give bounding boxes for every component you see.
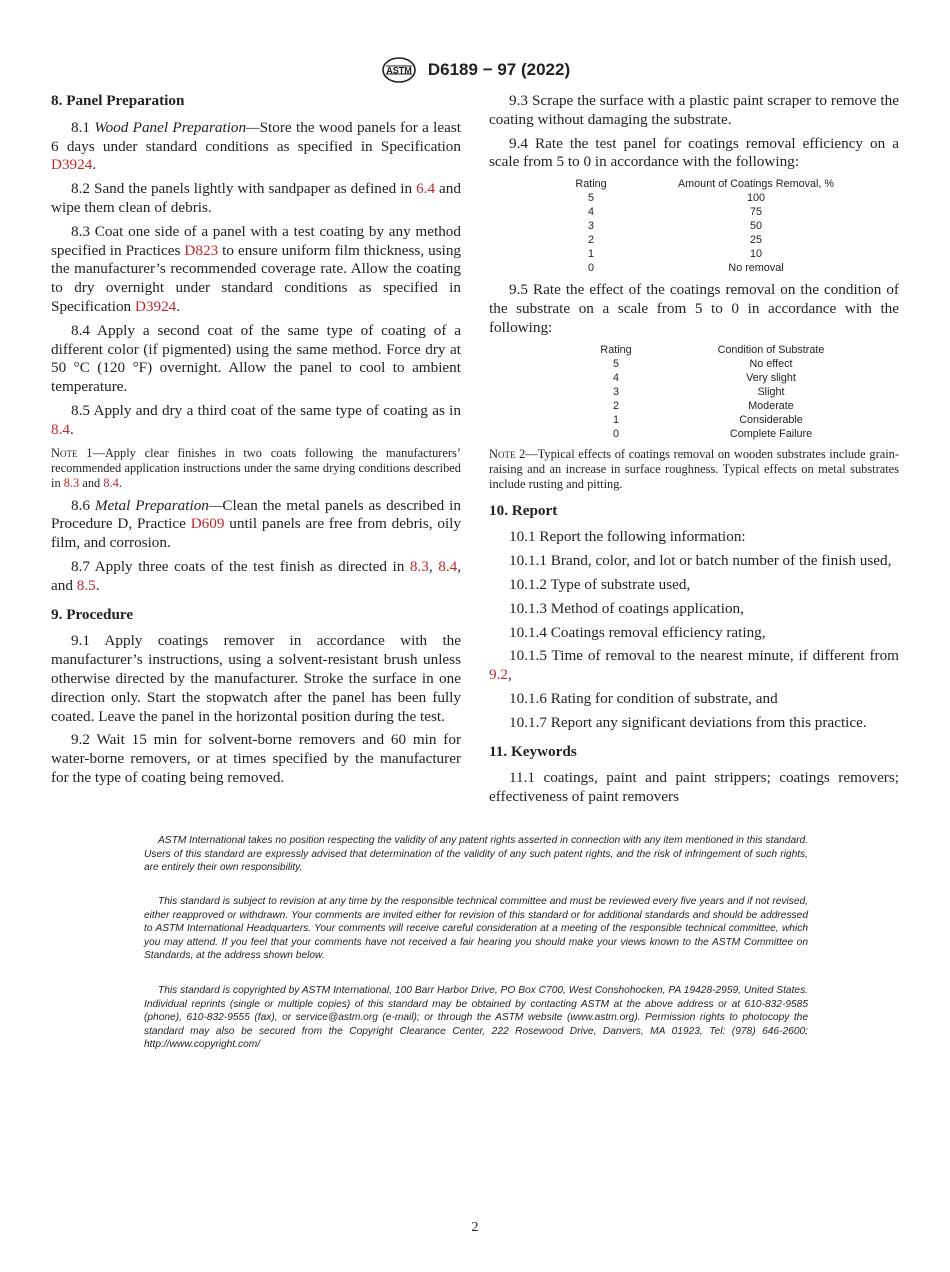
substrate-condition-table: [584, 343, 894, 441]
para-8-7: 8.7 Apply three coats of the test finish as directed in 8.3, 8.4, and 8.5.: [51, 557, 462, 594]
ref-link[interactable]: 8.5: [76, 576, 96, 594]
left-column: [51, 92, 461, 793]
copyright-notice: This standard is copyrighted by ASTM International, 100 Barr Harbor Drive, PO Box C700, West Conshohocken, PA 19428-2959, United States. Individual reprints (single or multiple copies) of this standard may be obtained by contacting ASTM at the above address or at 610-832-9585 (phone), 610-832-9555 (fax), or service@astm.org (e-mail); or through the ASTM website (www.astm.org). Permission rights to photocopy the standard may also be secured from the Copyright Clearance Center, 222 Rosewood Drive, Danvers, MA 01923, Tel: (978) 646-2600; http://www.copyright.com/: [144, 985, 808, 1050]
ref-link[interactable]: 8.4: [438, 557, 458, 575]
table-row: 0 No removal: [587, 262, 784, 275]
para-10-1-7: 10.1.7 Report any significant deviations from this practice.: [509, 713, 867, 731]
table-row: 4 75: [587, 206, 762, 219]
ref-link[interactable]: D3924: [51, 156, 93, 174]
table-row: 3 50: [587, 220, 762, 233]
ref-link[interactable]: 9.2: [489, 666, 508, 684]
table-header: Condition of Substrate: [717, 343, 825, 356]
para-9-2: 9.2 Wait 15 min for solvent-borne removers and 60 min for water-borne removers, or at times specified by the manufacturer for the type of coating being removed.: [51, 731, 461, 786]
ref-link[interactable]: D609: [190, 515, 225, 533]
section-11-title: 11. Keywords: [489, 742, 577, 760]
table-row: 2 Moderate: [612, 399, 794, 412]
para-8-3: 8.3 Coat one side of a panel with a test coating by any method specified in Practices D823 to ensure uniform film thickness, using the manufacturer’s recommended coverage rate. Allow the coating to dry overnight under standard conditions as specified in Specification D3924.: [51, 222, 462, 315]
astm-logo-icon: [380, 56, 418, 84]
note-1: Note 1—Apply clear finishes in two coats following the manufacturers’ recommended application instructions under the same drying conditions described in 8.3 and 8.4.: [51, 445, 461, 490]
ref-link[interactable]: 8.4: [51, 420, 70, 438]
table-row: 3 Slight: [612, 385, 785, 398]
para-10-1-6: 10.1.6 Rating for condition of substrate, and: [509, 689, 778, 707]
table-row: 1 10: [587, 248, 762, 261]
revision-notice: This standard is subject to revision at any time by the responsible technical committee and must be reviewed every five years and if not revised, either reapproved or withdrawn. Your comments are invited either for revision of this standard or for additional standards and should be addressed to ASTM International Headquarters. Your comments will receive careful consideration at a meeting of the responsible technical committee, which you may attend. If you feel that your comments have not received a fair hearing you should make your views known to the ASTM Committee on Standards, at the address shown below.: [144, 896, 808, 961]
section-8-title: 8. Panel Preparation: [51, 92, 185, 109]
para-8-1: 8.1 Wood Panel Preparation—Store the wood panels for a least 6 days under standard conditions as specified in Specification D3924.: [51, 118, 461, 174]
para-9-3: 9.3 Scrape the surface with a plastic paint scraper to remove the coating without damaging the substrate.: [489, 92, 899, 128]
ref-link[interactable]: 8.4: [103, 475, 119, 490]
page-number: 2: [471, 1220, 479, 1235]
ref-link[interactable]: 8.3: [63, 475, 80, 490]
page-header: [0, 56, 950, 86]
table-header: Amount of Coatings Removal, %: [677, 178, 835, 191]
para-9-5: 9.5 Rate the effect of the coatings removal on the condition of the substrate on a scale from 5 to 0 in accordance with the following:: [489, 281, 899, 336]
removal-efficiency-table: [559, 177, 889, 275]
para-8-5: 8.5 Apply and dry a third coat of the same type of coating as in 8.4.: [51, 401, 461, 438]
para-9-4: 9.4 Rate the test panel for coatings removal efficiency on a scale from 5 to 0 in accordance with the following:: [489, 134, 899, 171]
standard-designation: D6189 − 97 (2022): [427, 60, 571, 79]
table-row: 5 100: [587, 192, 765, 205]
para-8-2: 8.2 Sand the panels lightly with sandpaper as defined in 6.4 and wipe them clean of debris.: [51, 180, 461, 216]
para-10-1-5: 10.1.5 Time of removal to the nearest minute, if different from 9.2,: [489, 647, 899, 684]
para-8-6: 8.6 Metal Preparation—Clean the metal panels as described in Procedure D, Practice D609 until panels are free from debris, oily film, and corrosion.: [51, 496, 461, 552]
ref-link[interactable]: D823: [184, 241, 219, 259]
table-header: Rating: [575, 178, 607, 191]
para-11-1: 11.1 coatings, paint and paint strippers; coatings removers; effectiveness of paint removers: [489, 769, 899, 806]
table-row: 5 No effect: [612, 357, 793, 370]
section-10-title: 10. Report: [489, 501, 558, 519]
para-8-4: 8.4 Apply a second coat of the same type of coating of a different color (if pigmented) using the same method. Force dry at 50 °C (120 °F) overnight. Allow the panel to cool to ambient temperature.: [51, 321, 461, 396]
right-column: [489, 92, 899, 812]
para-9-1: 9.1 Apply coatings remover in accordance with the manufacturer’s instructions, using a solvent-resistant brush unless otherwise directed by the manufacturer. Stroke the surface in one direction only. Start the stopwatch after the panel has been fully coated. Leave the panel in the horizontal position during the test.: [51, 632, 461, 725]
ref-link[interactable]: D3924: [134, 297, 177, 315]
ref-link[interactable]: 8.3: [409, 557, 429, 575]
table-row: 0 Complete Failure: [612, 427, 813, 440]
para-10-1-4: 10.1.4 Coatings removal efficiency rating,: [509, 623, 766, 641]
table-row: 1 Considerable: [612, 413, 803, 426]
para-10-1-2: 10.1.2 Type of substrate used,: [509, 575, 691, 593]
note-2: Note 2—Typical effects of coatings removal on wooden substrates include grain-raising and an increase in surface roughness. Typical effects on metal substrates include rusting and pitting.: [489, 446, 899, 491]
para-10-1-1: 10.1.1 Brand, color, and lot or batch number of the finish used,: [509, 552, 892, 570]
table-row: 4 Very slight: [612, 371, 796, 384]
section-9-title: 9. Procedure: [51, 605, 134, 623]
svg-text:ASTM: ASTM: [386, 65, 412, 76]
table-header: Rating: [600, 343, 632, 356]
para-10-1: 10.1 Report the following information:: [509, 528, 746, 546]
ref-link[interactable]: 6.4: [416, 180, 436, 198]
table-row: 2 25: [587, 234, 762, 247]
para-10-1-3: 10.1.3 Method of coatings application,: [509, 599, 744, 617]
patent-disclaimer: ASTM International takes no position respecting the validity of any patent rights asserted in connection with any item mentioned in this standard. Users of this standard are expressly advised that determination of the validity of any such patent rights, and the risk of infringement of such rights, are entirely their own responsibility.: [144, 835, 808, 873]
